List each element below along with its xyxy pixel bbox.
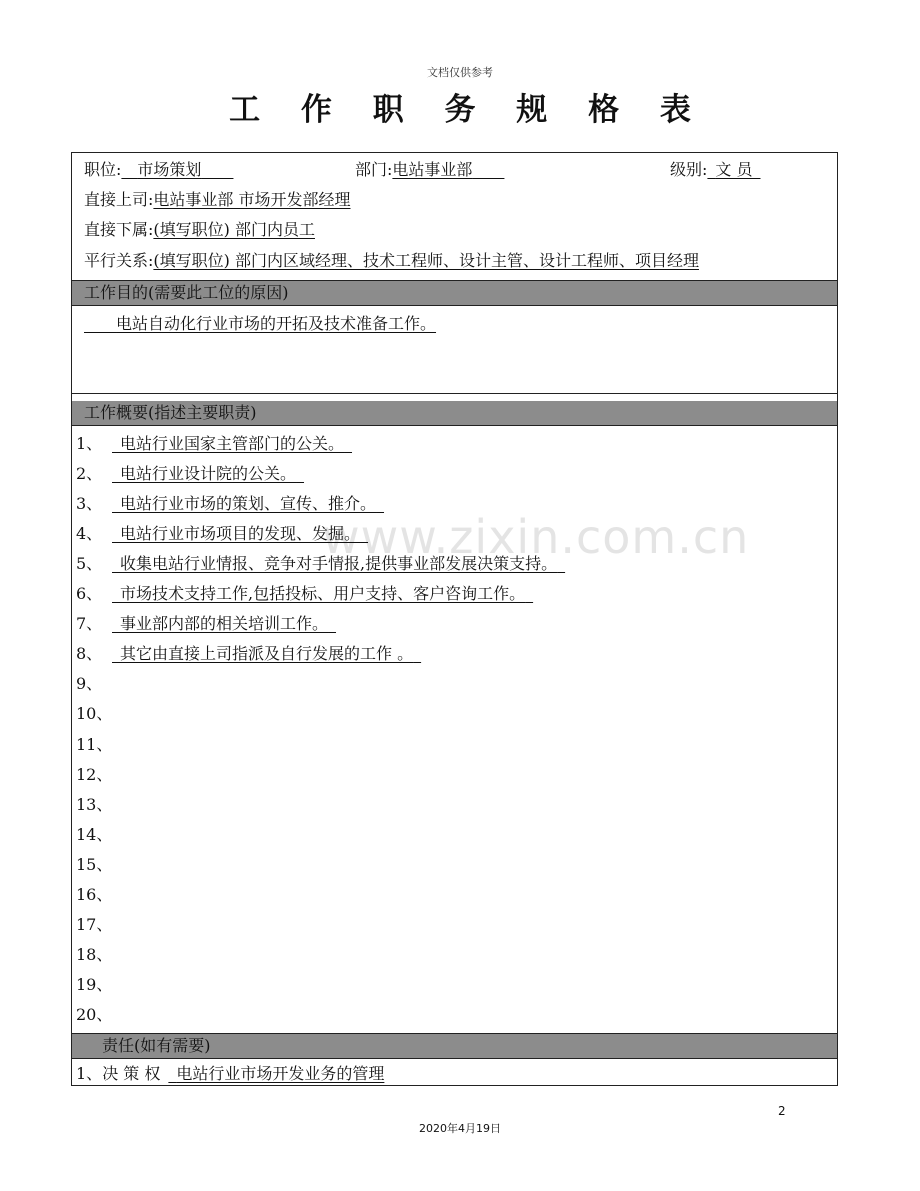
summary-item xyxy=(76,522,368,546)
summary-item-text: 电站行业设计院的公关。 xyxy=(120,464,297,484)
level-value: 文 员 xyxy=(715,160,753,179)
summary-item xyxy=(76,823,112,847)
summary-item xyxy=(76,883,112,907)
summary-item-num: 5、 xyxy=(76,554,103,574)
superior-label: 直接上司: xyxy=(84,190,154,209)
header-note: 文档仅供参考 xyxy=(427,66,493,79)
summary-item xyxy=(76,943,112,967)
summary-item-num: 19、 xyxy=(76,974,113,994)
summary-item-num: 10、 xyxy=(76,704,113,724)
purpose-text: 电站自动化行业市场的开拓及技术准备工作。 xyxy=(116,314,437,333)
summary-item xyxy=(76,612,336,636)
position-label: 职位: xyxy=(84,160,122,179)
parallel-row xyxy=(84,249,699,273)
parallel-value: (填写职位) 部门内区域经理、技术工程师、设计主管、设计工程师、项目经理 xyxy=(153,251,699,270)
summary-item-num: 17、 xyxy=(76,914,113,934)
responsibility-item xyxy=(76,1062,384,1086)
summary-item-num: 12、 xyxy=(76,764,113,784)
summary-item-num: 3、 xyxy=(76,494,103,514)
level-label: 级别: xyxy=(670,160,708,179)
summary-item-text: 电站行业国家主管部门的公关。 xyxy=(120,434,345,453)
level-row xyxy=(670,158,761,182)
summary-item-num: 6、 xyxy=(76,584,103,604)
summary-item-num: 14、 xyxy=(76,824,113,844)
summary-item xyxy=(76,702,112,726)
summary-item xyxy=(76,672,112,696)
divider xyxy=(72,393,837,394)
divider xyxy=(72,1058,837,1059)
superior-row xyxy=(84,188,351,212)
summary-item xyxy=(76,733,112,757)
summary-item-text: 收集电站行业情报、竞争对手情报,提供事业部发展决策支持。 xyxy=(120,554,558,574)
subordinate-row xyxy=(84,218,315,242)
summary-header: 工作概要(指述主要职责) xyxy=(72,401,837,425)
summary-item-text: 电站行业市场项目的发现、发掘。 xyxy=(120,524,361,544)
summary-item xyxy=(76,973,112,997)
summary-item xyxy=(76,913,112,937)
document-title: 工 作 职 务 规 格 表 xyxy=(229,92,706,128)
department-label: 部门: xyxy=(355,160,393,179)
summary-item xyxy=(76,853,112,877)
parallel-label: 平行关系: xyxy=(84,251,154,270)
summary-item xyxy=(76,462,304,486)
divider xyxy=(72,425,837,426)
purpose-header: 工作目的(需要此工位的原因) xyxy=(72,281,837,305)
responsibility-label: 决 策 权 xyxy=(102,1064,161,1083)
summary-item xyxy=(76,492,384,516)
page-number: 2 xyxy=(778,1104,786,1118)
superior-value: 电站事业部 市场开发部经理 xyxy=(153,190,351,209)
summary-item xyxy=(76,793,112,817)
divider xyxy=(72,305,837,306)
summary-item-num: 1、 xyxy=(76,434,103,453)
summary-item-num: 8、 xyxy=(76,644,103,664)
summary-item-num: 15、 xyxy=(76,854,113,874)
position-row xyxy=(84,158,233,182)
summary-item-text: 市场技术支持工作,包括投标、用户支持、客户咨询工作。 xyxy=(120,584,526,604)
watermark: www.zixin.com.cn xyxy=(322,510,750,564)
footer-date: 2020年4月19日 xyxy=(419,1122,501,1135)
summary-item-num: 9、 xyxy=(76,674,103,694)
job-spec-form xyxy=(71,152,838,1086)
department-row xyxy=(355,158,504,182)
summary-item-num: 2、 xyxy=(76,464,103,484)
summary-item xyxy=(76,1003,112,1027)
summary-item-num: 11、 xyxy=(76,734,113,754)
summary-item-text: 事业部内部的相关培训工作。 xyxy=(120,614,329,634)
responsibility-header: 责任(如有需要) xyxy=(72,1034,837,1058)
position-value: 市场策划 xyxy=(137,160,202,179)
summary-item-num: 16、 xyxy=(76,884,113,904)
summary-item-num: 20、 xyxy=(76,1004,113,1024)
subordinate-value: (填写职位) 部门内员工 xyxy=(153,220,315,239)
summary-item-text: 电站行业市场的策划、宣传、推介。 xyxy=(120,494,377,514)
summary-item xyxy=(76,582,533,606)
summary-item-num: 13、 xyxy=(76,794,113,814)
summary-item-text: 其它由直接上司指派及自行发展的工作 。 xyxy=(120,644,414,664)
responsibility-text: 电站行业市场开发业务的管理 xyxy=(176,1064,385,1083)
subordinate-label: 直接下属: xyxy=(84,220,154,239)
summary-item-num: 18、 xyxy=(76,944,113,964)
summary-item-num: 4、 xyxy=(76,524,103,544)
summary-item xyxy=(76,642,421,666)
summary-item xyxy=(76,552,565,576)
department-value: 电站事业部 xyxy=(392,160,473,179)
summary-item xyxy=(76,432,352,456)
responsibility-num: 1、 xyxy=(76,1064,103,1083)
purpose-text-row xyxy=(84,312,436,336)
summary-item-num: 7、 xyxy=(76,614,103,634)
summary-item xyxy=(76,763,112,787)
